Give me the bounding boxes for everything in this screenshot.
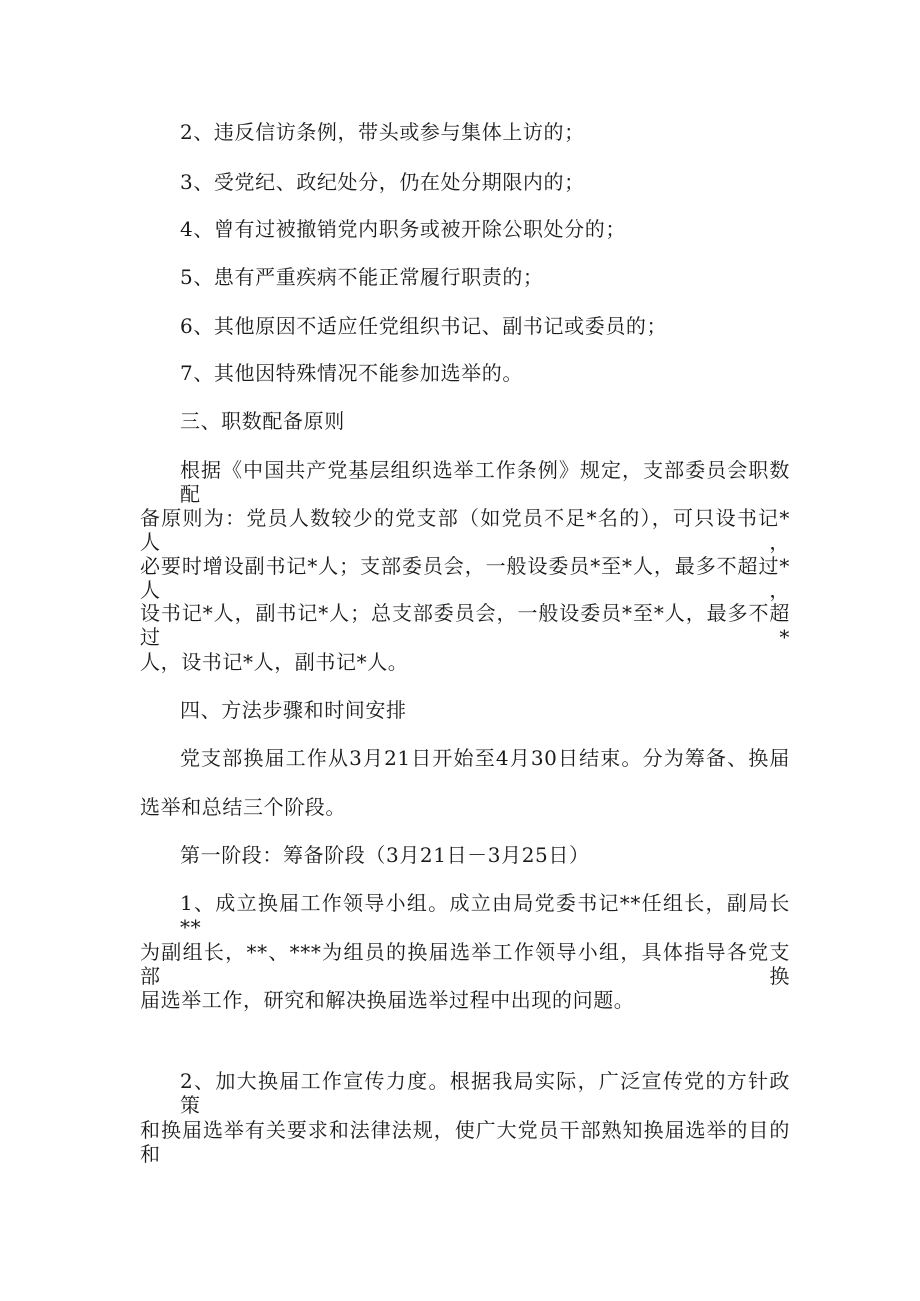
section-3-body-line: 人，设书记*人，副书记*人。: [140, 650, 409, 674]
section-3-body-line: 必要时增设副书记*人；支部委员会，一般设委员*至*人，最多不超过*人，: [140, 554, 790, 602]
section-3-body-line: 根据《中国共产党基层组织选举工作条例》规定，支部委员会职数配: [180, 458, 790, 506]
section-4-intro-line: 选举和总结三个阶段。: [140, 795, 346, 819]
list-item-7: 7、其他因特殊情况不能参加选举的。: [180, 361, 523, 385]
phase-1-item-2-line: 和换届选举有关要求和法律法规，使广大党员干部熟知换届选举的目的和: [140, 1118, 790, 1166]
list-item-4: 4、曾有过被撤销党内职务或被开除公职处分的；: [180, 217, 626, 241]
section-3-body-line: 备原则为：党员人数较少的党支部（如党员不足*名的），可只设书记*人，: [140, 506, 790, 554]
phase-1-item-1-line: 届选举工作，研究和解决换届选举过程中出现的问题。: [140, 988, 635, 1012]
section-3-body-line: 设书记*人，副书记*人；总支部委员会，一般设委员*至*人，最多不超过*: [140, 601, 790, 649]
phase-1-item-1-line: 1、成立换届工作领导小组。成立由局党委书记**任组长，副局长**: [180, 891, 790, 939]
phase-1-item-1-line: 为副组长，**、***为组员的换届选举工作领导小组，具体指导各党支部换: [140, 940, 790, 988]
list-item-5: 5、患有严重疾病不能正常履行职责的；: [180, 265, 544, 289]
list-item-3: 3、受党纪、政纪处分，仍在处分期限内的；: [180, 170, 585, 194]
list-item-2: 2、违反信访条例，带头或参与集体上访的；: [180, 120, 585, 144]
section-4-intro-line: 党支部换届工作从3月21日开始至4月30日结束。分为筹备、换届: [180, 746, 790, 770]
phase-1-heading: 第一阶段：筹备阶段（3月21日－3月25日）: [180, 843, 590, 867]
section-3-heading: 三、职数配备原则: [180, 409, 345, 433]
section-4-heading: 四、方法步骤和时间安排: [180, 698, 407, 722]
list-item-6: 6、其他原因不适应任党组织书记、副书记或委员的；: [180, 314, 668, 338]
phase-1-item-2-line: 2、加大换届工作宣传力度。根据我局实际，广泛宣传党的方针政策: [180, 1069, 790, 1117]
